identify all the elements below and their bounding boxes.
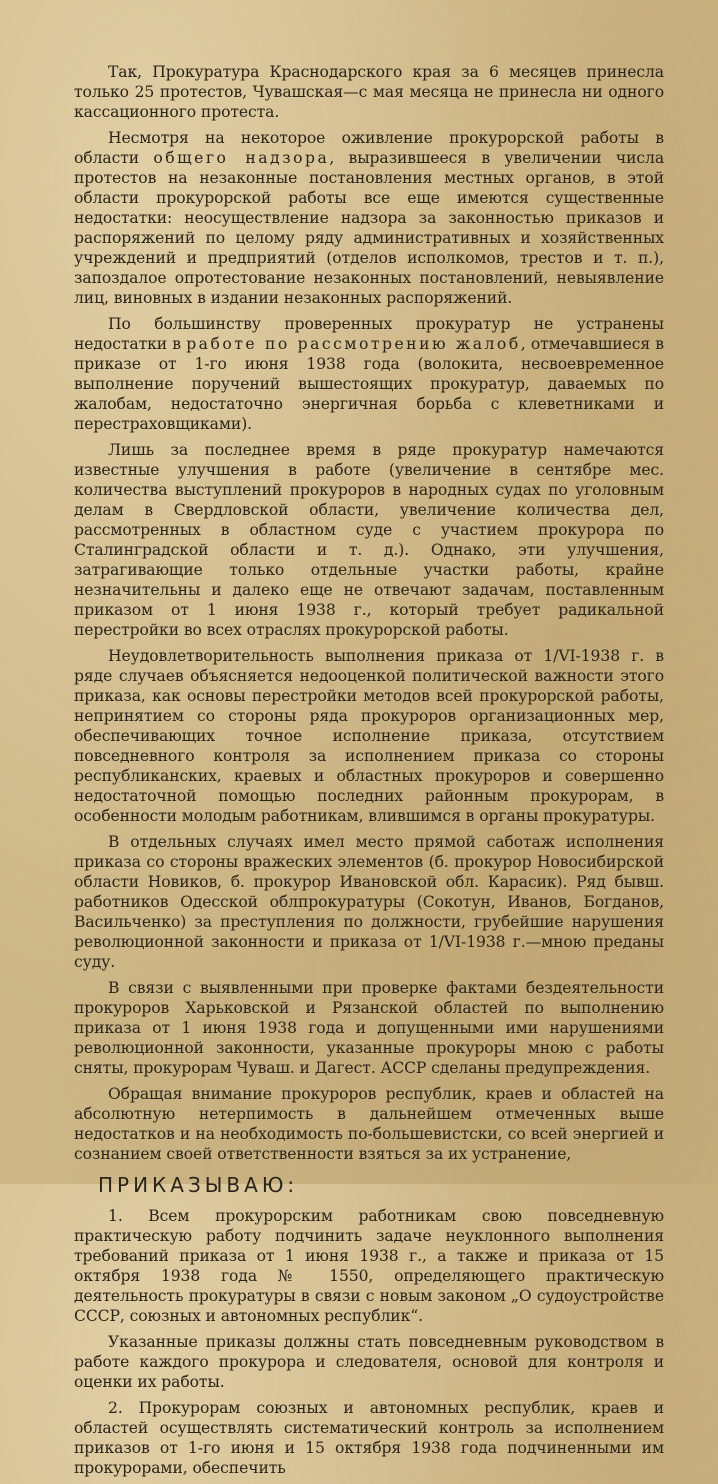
paragraph-text-end: , отмечавшиеся в приказе от 1-го июня 1938 года (волокита, несвоевременное выполнение поручений вышестоящих прокуратур, даваемых по жалобам, недостаточно энергичная борьба с клеветниками и перестраховщиками). [74, 335, 664, 433]
paragraph-krasnodar: Так, Прокуратура Краснодарского края за 6 месяцев принесла только 25 протестов, Чувашская—с мая месяца не принесла ни одного кассационного протеста. [74, 63, 664, 121]
paragraph-text-start: По большинству проверенных прокуратур не устранены недостатки в [74, 315, 664, 353]
paragraph-dismissals: В связи с выявленными при проверке фактами бездеятельности прокуроров Харьковской и Рязанской областей по выполнению приказа от 1 июня 1938 года и допущенными ими нарушениями революционной законности, указанные прокуроры мною с работы сняты, прокурорам Чуваш. и Дагест. АССР сделаны предупреждения. [74, 979, 664, 1077]
document-page [74, 62, 664, 1484]
paragraph-text-end: , выразившееся в увеличении числа протестов на незаконные постановления местных органов, в этой области прокурорской работы все еще имеются существенные недостатки: неосуществление надзора за законностью приказов и распоряжений по целому ряду административных и хозяйственных учреждений и предприятий (отделов исполкомов, трестов и т. п.), запоздалое опротестование незаконных постановлений, невыявление лиц, виновных в издании незаконных распоряжений. [74, 149, 665, 307]
paragraph-improvements: Лишь за последнее время в ряде прокуратур намечаются известные улучшения в работе (увеличение в сентябре мес. количества выступлений прокуроров в народных судах по уголовным делам в Свердловской области, увеличение количества дел, рассмотренных в областном суде с участием прокурора по Сталинградской области и т. д.). Однако, эти улучшения, затрагивающие только отдельные участки работы, крайне незначительны и далеко еще не отвечают задачам, поставленным приказом от 1 июня 1938 г., который требует радикальной перестройки во всех отраслях прокурорской работы. [74, 441, 664, 639]
emphasized-term: общего надзора [153, 149, 330, 167]
paragraph-complaints [74, 314, 664, 434]
paragraph-unsatisfactory: Неудовлетворительность выполнения приказа от 1/VI-1938 г. в ряде случаев объясняется недооценкой политической важности этого приказа, как основы перестройки методов всей прокурорской работы, непринятием со стороны ряда прокуроров организационных мер, обеспечивающих точное исполнение приказа, отсутствием повседневного контроля за исполнением приказа со стороны республиканских, краевых и областных прокуроров и совершенно недостаточной помощью последних районным прокурорам, в особенности молодым работникам, влившимся в органы прокуратуры. [74, 647, 664, 825]
paragraph-sabotage: В отдельных случаях имел место прямой саботаж исполнения приказа со стороны вражеских элементов (б. прокурор Новосибирской области Новиков, б. прокурор Ивановской обл. Карасик). Ряд бывш. работников Одесской облпрокуратуры (Сокотун, Иванов, Богданов, Васильченко) за преступления по должности, грубейшие нарушения революционной законности и приказа от 1/VI-1938 г.—мною преданы суду. [74, 833, 664, 971]
paragraph-attention: Обращая внимание прокуроров республик, краев и областей на абсолютную нетерпимость в дальнейшем отмеченных выше недостатков и на необходимость по-большевистски, со всей энергией и сознанием своей ответственности взяться за их устранение, [74, 1085, 664, 1163]
paragraph-general-supervision [74, 128, 664, 308]
order-item-1: 1. Всем прокурорским работникам свою повседневную практическую работу подчинить задаче неуклонного выполнения требований приказа от 1 июня 1938 г., а также и приказа от 15 октября 1938 года № 1550, определяющего практическую деятельность прокуратуры в связи с новым законом „О судоустройстве СССР, союзных и автономных республик“. [74, 1207, 664, 1325]
order-item-1-note: Указанные приказы должны стать повседневным руководством в работе каждого прокурора и следователя, основой для контроля и оценки их работы. [74, 1333, 664, 1391]
emphasized-term: работе по рассмотрению жалоб [186, 335, 521, 353]
order-item-2: 2. Прокурорам союзных и автономных республик, краев и областей осуществлять систематический контроль за исполнением приказов от 1-го июня и 15 октября 1938 года подчиненными им прокурорами, обеспечить [74, 1399, 664, 1477]
order-heading: ПРИКАЗЫВАЮ: [98, 1173, 299, 1197]
paragraph-text-start: Несмотря на некоторое оживление прокурорской работы в области [74, 129, 664, 167]
